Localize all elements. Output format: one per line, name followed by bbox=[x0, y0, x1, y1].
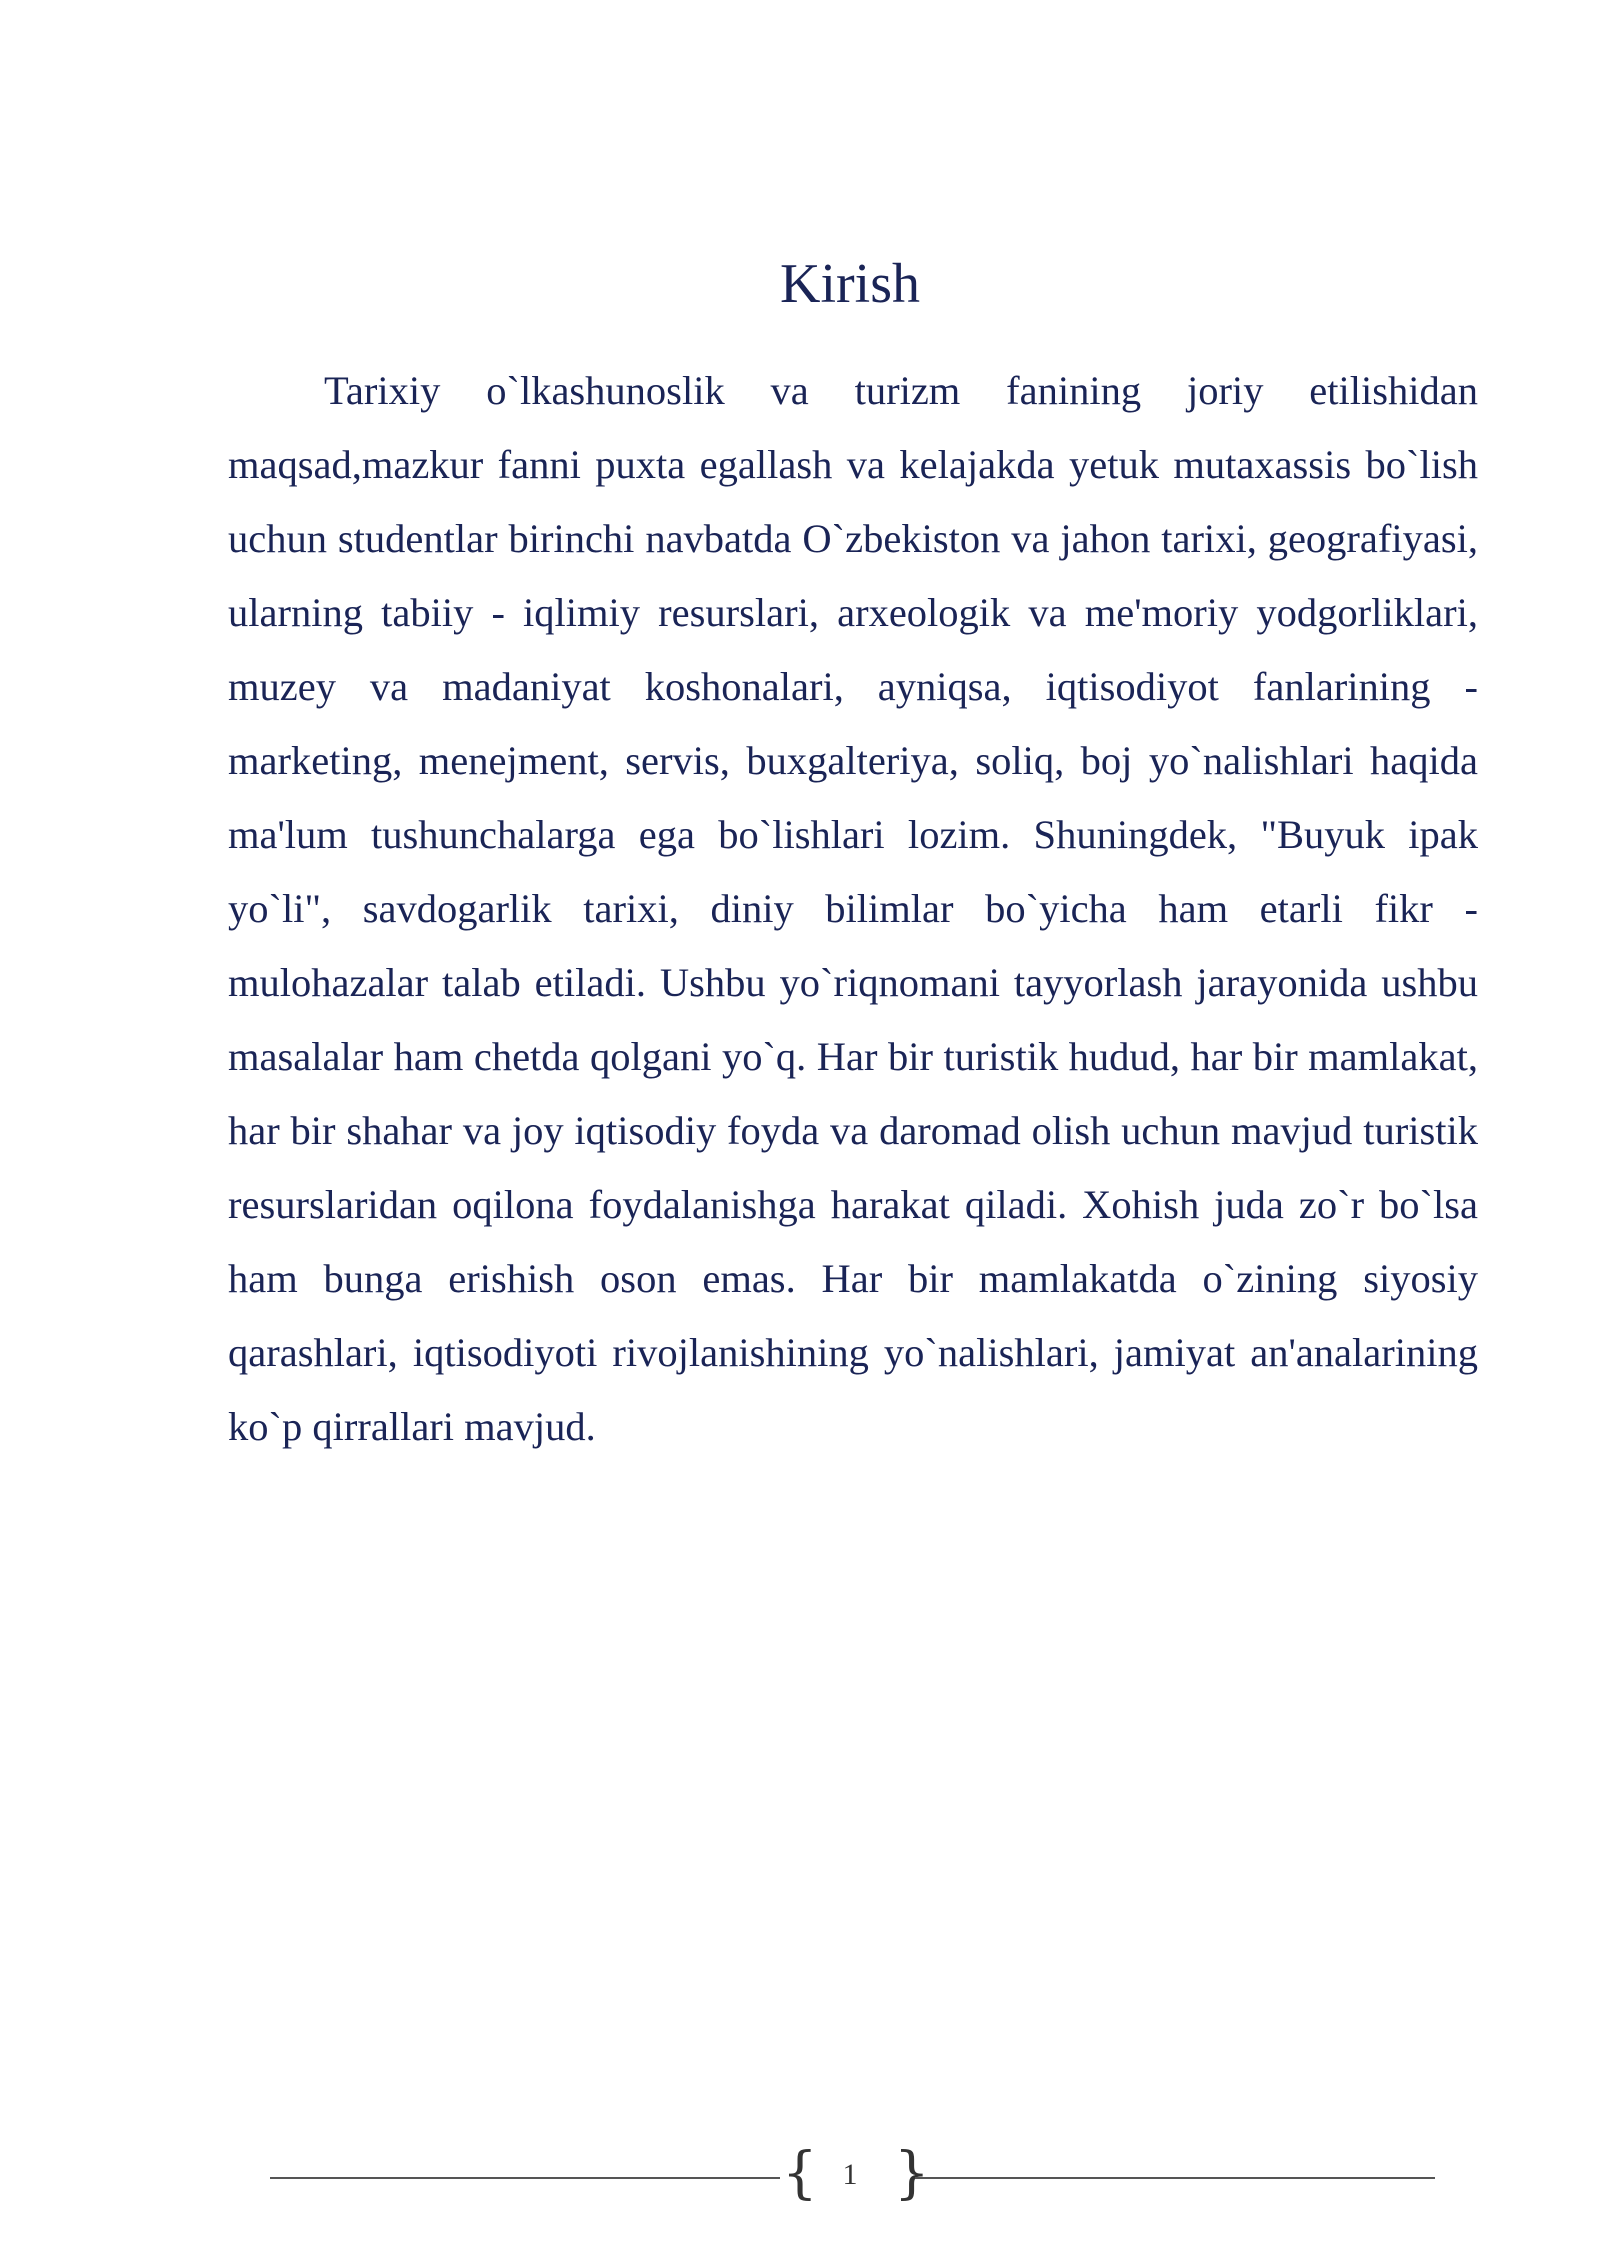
body-paragraph: Tarixiy o`lkashunoslik va turizm fanining joriy etilishidan maqsad,mazkur fanni puxta egallash va kelajakda yetuk mutaxassis bo`lish uchun studentlar birinchi navbatda O`zbekiston va jahon tarixi, geografiyasi, ularning tabiiy - iqlimiy resurslari, arxeologik va me'moriy yodgorliklari, muzey va madaniyat koshonalari, ayniqsa, iqtisodiyot fanlarining - marketing, menejment, servis, buxgalteriya, soliq, boj yo`nalishlari haqida ma'lum tushunchalarga ega bo`lishlari lozim. Shuningdek, "Buyuk ipak yo`li", savdogarlik tarixi, diniy bilimlar bo`yicha ham etarli fikr - mulohazalar talab etiladi. Ushbu yo`riqnomani tayyorlash jarayonida ushbu masalalar ham chetda qolgani yo`q. Har bir turistik hudud, har bir mamlakat, har bir shahar va joy iqtisodiy foyda va daromad olish uchun mavjud turistik resurslaridan oqilona foydalanishga harakat qiladi. Xohish juda zo`r bo`lsa ham bunga erishish oson emas. Har bir mamlakatda o`zining siyosiy qarashlari, iqtisodiyoti rivojlanishining yo`nalishlari, jamiyat an'analarining ko`p qirrallari mavjud. bbox=[228, 368, 1478, 1449]
footer-line-right bbox=[915, 2177, 1435, 2179]
footer-line-left bbox=[270, 2177, 780, 2179]
page-number: 1 bbox=[842, 2158, 858, 2191]
page-footer bbox=[270, 2141, 1435, 2208]
right-brace-icon: } bbox=[894, 2141, 930, 2206]
page-title: Kirish bbox=[780, 253, 920, 315]
left-brace-icon: { bbox=[782, 2141, 818, 2206]
